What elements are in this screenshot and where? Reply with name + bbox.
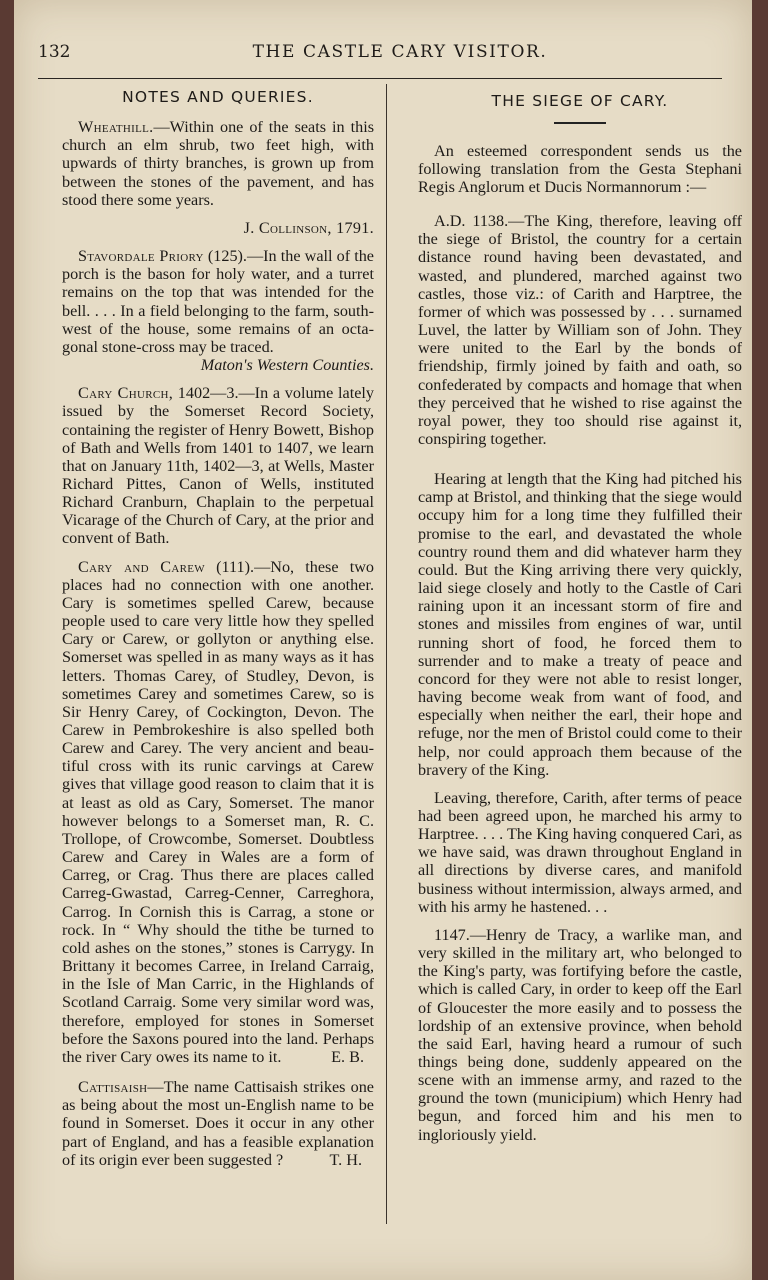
note-lead: Wheathill. — [78, 118, 154, 137]
note-lead: Cary Church, — [78, 384, 174, 403]
stavordale-note — [62, 247, 374, 356]
note-text: 1402—3.—In a volume lately issued by the Somerset Record Society, containing the register of Henry Bowett, Bishop of Bath and Wells from 1401 to 1407, we learn that on January 11th, 1402—3, at Wells, Master Richard Pittes, Canon of Wells, instituted Richard Cranburn, Chaplain to the perpetual Vicarage of the Church of Cary, at the prior and convent of Bath. — [62, 384, 374, 548]
notes-and-queries-column — [62, 84, 374, 1169]
wheathill-note — [62, 118, 374, 209]
stavordale-citation: Maton's Western Counties. — [200, 356, 374, 375]
notes-heading: NOTES AND QUERIES. — [122, 88, 314, 106]
siege-paragraph-2: Hearing at length that the King had pitched his camp at Bristol, and thinking that the siege would occupy him for a long time they fulfilled their promise to the earl, and devastated the whole country round them and did whatever harm they could. But the King arriving there very quickly, laid siege closely and hotly to the Castle of Cari raining upon it an incessant storm of fire and stones and missiles from engines of war, until running short of food, he forced them to surrender and to make a treaty of peace and concord for they were not able to resist longer, having become weak from want of food, and especially when neither the earl, their hope and refuge, nor the men of Bristol could come to their help, nor could approach them because of the bravery of the King. — [418, 470, 742, 779]
cary-carew-signature: E. B. — [331, 1047, 364, 1066]
note-text: —Within one of the seats in this church an elm shrub, two feet high, with upwards of thirty branches, is grown up from between the stones of the pavement, and has stood there some years. — [62, 118, 374, 209]
note-lead: Stavordale Priory — [78, 247, 204, 266]
running-title: THE CASTLE CARY VISITOR. — [252, 42, 548, 62]
heading-rule — [554, 122, 606, 124]
siege-paragraph-1138: A.D. 1138.—The King, therefore, leaving off the siege of Bristol, the country for a certain distance round having been devastated, and wasted, and plundered, marched against two castles, those viz.: of Carith and Harptree, the former of which was possessed by . . . surnamed Luvel, the latter by William son of John. They were united to the Earl by the bonds of friendship, firmly joined by faith and oath, so confederated by compacts and homage that when they perceived that he wished to rise against the royal power, they too should rise against it, conspiring together. — [418, 212, 742, 448]
note-lead: Cary and Carew — [78, 557, 205, 576]
cattisaish-signature: T. H. — [329, 1150, 362, 1169]
siege-intro: An esteemed correspondent sends us the following translation from the Gesta Stephani Regis Anglorum et Ducis Normannorum :— — [418, 141, 742, 196]
note-text: (125).—In the wall of the porch is the bason for holy water, and a turret remains on the top that was intended for the bell. . . . In a field belonging to the farm, south-west of the house, some remains of an octagonal stone-cross may be traced. — [62, 247, 374, 356]
cary-church-note — [62, 384, 374, 547]
siege-heading: THE SIEGE OF CARY. — [491, 92, 669, 110]
siege-paragraph-1147: 1147.—Henry de Tracy, a warlike man, and very skilled in the military art, who belonged to the King's party, was fortifying before the castle, which is called Cary, in order to keep off the Earl of Gloucester the more easily and to possess the lordship of an extensive province, when behold the said Earl, having heard a rumour of such things being done, suddenly appeared on the scene with an immense army, and razed to the ground the town (municipium) which Henry had begun, and forced him and his men to ingloriously yield. — [418, 925, 742, 1144]
note-text: —The name Cattisaish strikes one as being about the most un-English name to be found in Somerset. Does it occur in any other part of England, and has a feasible explanation of its origin ever been suggested ? — [62, 1078, 374, 1169]
note-lead: Cattisaish — [78, 1078, 148, 1097]
page — [14, 0, 752, 1280]
page-header — [38, 38, 722, 79]
siege-paragraph-3: Leaving, therefore, Carith, after terms of peace had been agreed upon, he marched his army to Harptree. . . . The King having conquered Cari, as we have said, was drawn throughout England in all directions by diverse cares, and manifold business without intermission, always armed, and with his army he hastened. . . — [418, 788, 742, 916]
cary-carew-note — [62, 558, 374, 1066]
column-divider — [386, 84, 387, 1224]
page-number: 132 — [38, 42, 71, 62]
siege-of-cary-column — [418, 84, 742, 1154]
note-text: (111).—No, these two places had no connection with one another. Cary is sometimes spelled Carew, because people used to care very little how they spelled Cary or Carew, or gollyton or anything else. Somerset was spelled in as many ways as it has letters. Thomas Carey, of Studley, Devon, is sometimes Carey and sometimes Carew, so is Sir Henry Carey, of Cockington, Devon. The Carew in Pembrokeshire is also spelled both Carew and Carey. The very ancient and beautiful cross with its runic carvings at Carew gives that village good reason to claim that it is at least as old as Cary, Somerset. The manor however belongs to a Somerset man, R. C. Trollope, of Crowcombe, Somerset. Doubtless Carew and Carey in Wales are a form of Carreg, or Crag. Thus there are places called Carreg-Gwastad, Carreg-Cenner, Carreghora, Carrog. In Cornish this is Carrag, a stone or rock. In “ Why should the tithe be turned to cold ashes on the stones,” stones is Carrygy. In Brittany it becomes Carree, in Ireland Carraig, in the Isle of Man Carric, in the Highlands of Scotland Carraig. Some very similar word was, therefore, employed for stones in Somerset before the Saxons poured into the land. Perhaps the river Cary owes its name to it. — [62, 557, 374, 1066]
wheathill-signature: J. Collinson, 1791. — [243, 218, 374, 237]
